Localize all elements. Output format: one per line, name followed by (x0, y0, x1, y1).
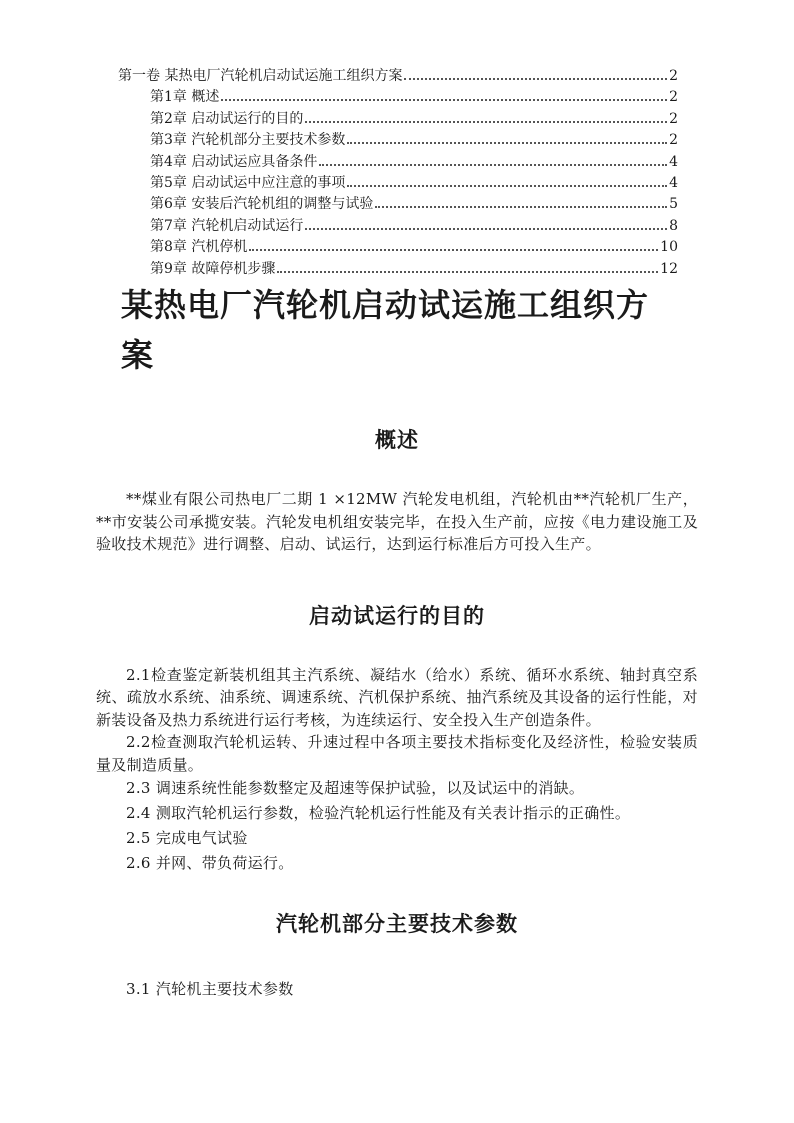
toc-entry[interactable] (118, 259, 678, 280)
section-overview (96, 426, 698, 556)
toc-entry-label: 第6章 安装后汽轮机组的调整与试验 (150, 196, 374, 213)
paragraph-2-6: 2.6 并网、带负荷运行。 (126, 854, 294, 873)
toc-page-number: 4 (669, 153, 678, 170)
paragraph-overview: **煤业有限公司热电厂二期 1 ×12MW 汽轮发电机组，汽轮机由**汽轮机厂生产，**市安装公司承揽安装。汽轮发电机组安装完毕，在投入生产前，应按《电力建设施工及验收技术规范》进行调整、启动、试运行，达到运行标准后方可投入生产。 (96, 490, 698, 554)
toc-page-number: 4 (669, 175, 678, 192)
toc-entry-label: 第3章 汽轮机部分主要技术参数 (150, 132, 346, 149)
toc-page-number: 2 (669, 132, 678, 149)
toc-page-number: 2 (669, 68, 678, 84)
toc-entry-label: 第7章 汽轮机启动试运行 (150, 217, 304, 234)
dot-leader (404, 77, 667, 80)
toc-entry[interactable] (118, 194, 678, 215)
toc-page-number: 10 (660, 239, 678, 256)
toc-page-number: 8 (669, 217, 678, 234)
toc-entry[interactable] (118, 216, 678, 237)
toc-entry-label: 第4章 启动试运应具备条件 (150, 153, 318, 170)
section-parameters (96, 910, 698, 1001)
toc-entry[interactable] (118, 130, 678, 151)
section-heading-overview: 概述 (375, 428, 419, 453)
section-heading-parameters: 汽轮机部分主要技术参数 (276, 912, 518, 937)
table-of-contents (118, 66, 678, 280)
section-heading-purpose: 启动试运行的目的 (309, 603, 485, 628)
toc-page-number: 2 (669, 110, 678, 127)
dot-leader (305, 120, 667, 123)
paragraph-3-1: 3.1 汽轮机主要技术参数 (126, 980, 294, 999)
dot-leader (319, 163, 667, 166)
toc-entry-label: 第8章 汽机停机 (150, 239, 248, 256)
dot-leader (305, 227, 667, 230)
section-purpose (96, 602, 698, 877)
toc-entry-label: 第1章 概述 (150, 89, 220, 106)
dot-leader (375, 205, 667, 208)
dot-leader (249, 248, 658, 251)
toc-entry[interactable] (118, 87, 678, 108)
toc-entry-label: 第9章 故障停机步骤 (150, 260, 276, 277)
paragraph-2-1: 2.1检查鉴定新装机组其主汽系统、凝结水（给水）系统、循环水系统、轴封真空系统、疏放水系统、油系统、调速系统、汽机保护系统、抽汽系统及其设备的运行性能，对新装设备及热力系统进行运行考核，为连续运行、安全投入生产创造条件。 (96, 665, 698, 729)
dot-leader (347, 184, 667, 187)
toc-entry[interactable] (118, 173, 678, 194)
paragraph-2-4: 2.4 测取汽轮机运行参数，检验汽轮机运行性能及有关表计指示的正确性。 (126, 804, 631, 823)
paragraph-2-2: 2.2检查测取汽轮机运转、升速过程中各项主要技术指标变化及经济性，检验安装质量及制造质量。 (96, 733, 698, 774)
toc-entry[interactable] (118, 237, 678, 258)
toc-entry-label: 第5章 启动试运中应注意的事项 (150, 175, 346, 192)
toc-entry-label: 第一卷 某热电厂汽轮机启动试运施工组织方案 (118, 68, 403, 84)
dot-leader (277, 270, 658, 273)
toc-entry-label: 第2章 启动试运行的目的 (150, 110, 304, 127)
paragraph-2-3: 2.3 调速系统性能参数整定及超速等保护试验，以及试运中的消缺。 (126, 779, 585, 798)
toc-entry[interactable] (118, 152, 678, 173)
toc-page-number: 5 (669, 196, 678, 213)
toc-entry[interactable] (118, 66, 678, 87)
toc-page-number: 2 (669, 89, 678, 106)
toc-page-number: 12 (660, 260, 678, 277)
dot-leader (221, 98, 667, 101)
document-title: 某热电厂汽轮机启动试运施工组织方案 (121, 286, 650, 375)
toc-entry[interactable] (118, 109, 678, 130)
dot-leader (347, 141, 667, 144)
paragraph-2-5: 2.5 完成电气试验 (126, 829, 248, 848)
